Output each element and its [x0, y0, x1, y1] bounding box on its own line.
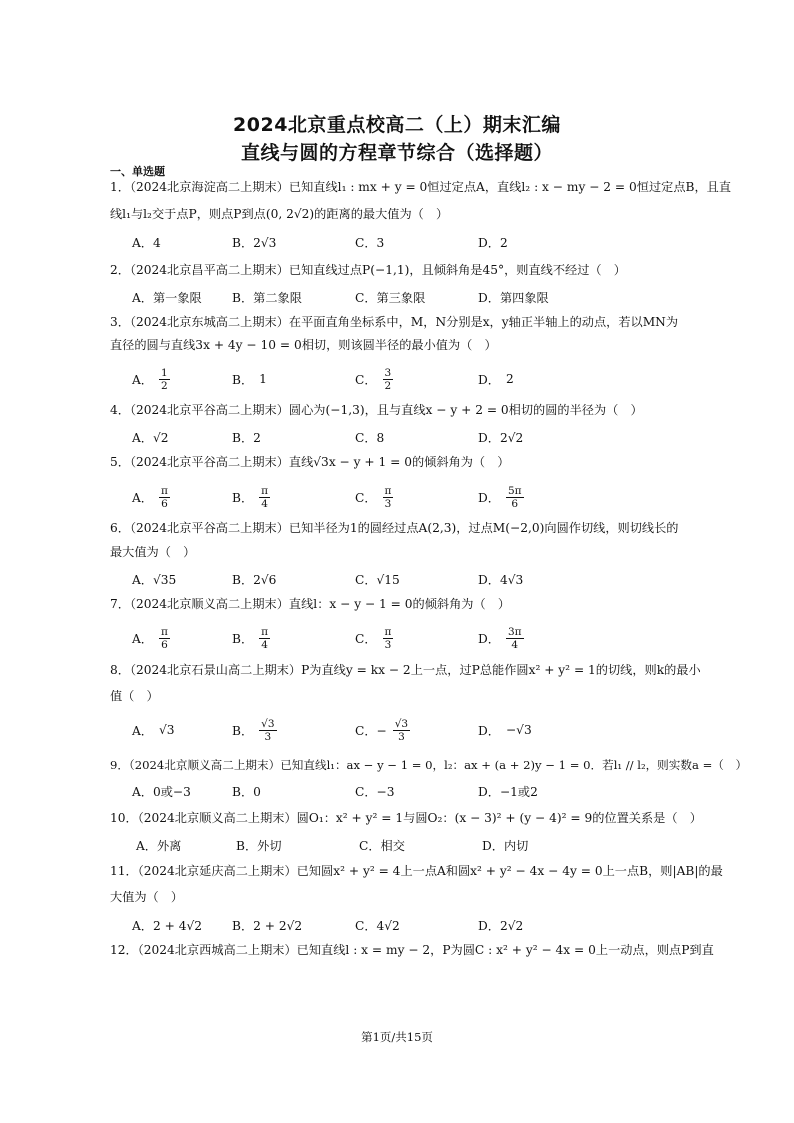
question-5-line-1: 5．（2024北京平谷高二上期末）直线√3x − y + 1 = 0的倾斜角为（ ） [110, 455, 510, 469]
fraction-denominator: 6 [161, 638, 168, 651]
question-6-line-2: 最大值为（ ） [110, 545, 196, 559]
option-label: C． [355, 631, 377, 646]
option-b: B．2√3 [232, 235, 277, 250]
question-2-options [132, 284, 692, 310]
fraction-numerator: π [384, 625, 392, 638]
fraction-denominator: 3 [384, 638, 392, 651]
page-number: 第1页/共15页 [361, 1030, 433, 1044]
question-3-line-1: 3．（2024北京东城高二上期末）在平面直角坐标系中，M，N分别是x，y轴正半轴上的动点，若以MN为 [110, 315, 679, 329]
question-10-line-1: 10．（2024北京顺义高二上期末）圆O₁：x² + y² = 1与圆O₂：(x − 3)² + (y − 4)² = 9的位置关系是（ ） [110, 811, 702, 825]
question-1-line-1: 1．（2024北京海淀高二上期末）已知直线l₁ : mx + y = 0恒过定点A，直线l₂ : x − my − 2 = 0恒过定点B，且直 [110, 180, 732, 194]
question-5-options [132, 484, 692, 510]
question-6-options [132, 566, 692, 592]
option-b: B．0 [232, 784, 261, 799]
option-d: D．2 [478, 235, 508, 250]
fraction [259, 626, 270, 651]
option-a: A．√2 [132, 430, 169, 445]
option-d: D．2√2 [478, 430, 524, 445]
option-b [232, 484, 270, 510]
fraction [159, 367, 170, 392]
fraction-denominator: 4 [511, 638, 519, 651]
option-label: B． [232, 723, 254, 738]
option-a: A．2 + 4√2 [132, 918, 202, 933]
option-label: B． [232, 372, 254, 387]
option-c: C．4√2 [355, 918, 400, 933]
option-a: A．4 [132, 235, 161, 250]
option-b [232, 366, 267, 392]
fraction-denominator: 3 [264, 730, 272, 743]
option-c [355, 717, 410, 743]
option-b: B．2 + 2√2 [232, 918, 303, 933]
fraction [383, 626, 394, 651]
fraction [159, 485, 170, 510]
question-10-options [132, 832, 692, 858]
question-1-line-2: 线l₁与l₂交于点P，则点P到点(0, 2√2)的距离的最大值为（ ） [110, 207, 449, 221]
option-value: √3 [159, 723, 175, 737]
fraction-denominator: 3 [398, 730, 405, 743]
option-label: D． [478, 490, 500, 505]
question-2-line-1: 2．（2024北京昌平高二上期末）已知直线过点P(−1,1)，且倾斜角是45°，则直线不经过（ ） [110, 263, 626, 277]
option-a: A．√35 [132, 572, 177, 587]
option-d [478, 625, 524, 651]
fraction-denominator: 4 [261, 638, 268, 651]
option-b [232, 625, 270, 651]
question-11-line-2: 大值为（ ） [110, 890, 184, 904]
fraction-numerator: √3 [261, 717, 275, 730]
option-c [355, 484, 393, 510]
option-label: B． [232, 631, 254, 646]
question-11-options [132, 912, 692, 938]
fraction-numerator: √3 [394, 717, 409, 730]
option-b [232, 717, 277, 743]
option-value: 2 [505, 372, 514, 386]
option-a: A．第一象限 [132, 290, 202, 305]
option-d: D．2√2 [478, 918, 524, 933]
fraction-denominator: 6 [511, 497, 519, 510]
fraction-numerator: π [261, 484, 269, 497]
option-c: C．√15 [355, 572, 400, 587]
option-c [355, 366, 393, 392]
fraction [393, 718, 410, 743]
question-1-options [132, 229, 692, 255]
question-6-line-1: 6．（2024北京平谷高二上期末）已知半径为1的圆经过点A(2,3)，过点M(−2,0)向圆作切线，则切线长的 [110, 521, 679, 535]
option-label: A． [132, 723, 153, 738]
question-9-options [132, 778, 692, 804]
fraction [259, 718, 276, 743]
option-label: B． [232, 490, 254, 505]
option-value: 1 [259, 372, 267, 386]
question-9-line-1: 9．（2024北京顺义高二上期末）已知直线l₁：ax − y − 1 = 0，l₂：ax + (a + 2)y − 1 = 0．若l₁ // l₂，则实数a =（ ） [110, 758, 748, 772]
option-d: D．内切 [482, 838, 529, 853]
document-title: 2024北京重点校高二（上）期末汇编 [233, 114, 561, 136]
option-d: D．4√3 [478, 572, 524, 587]
option-label: C．− [355, 723, 387, 738]
fraction-numerator: π [384, 484, 392, 497]
fraction-numerator: 5π [507, 484, 522, 497]
question-4-line-1: 4．（2024北京平谷高二上期末）圆心为(−1,3)，且与直线x − y + 2 = 0相切的圆的半径为（ ） [110, 403, 643, 417]
option-label: A． [132, 490, 153, 505]
option-label: C． [355, 490, 377, 505]
question-8-options [132, 717, 692, 743]
question-7-line-1: 7．（2024北京顺义高二上期末）直线l：x − y − 1 = 0的倾斜角为（ ） [110, 597, 511, 611]
option-label: D． [478, 723, 500, 738]
option-label: D． [478, 372, 500, 387]
option-label: A． [132, 372, 153, 387]
option-c: C．3 [355, 235, 385, 250]
option-value: −√3 [505, 723, 532, 737]
fraction-numerator: 3 [384, 366, 392, 379]
option-b: B．第二象限 [232, 290, 302, 305]
option-a [132, 484, 170, 510]
option-d [478, 717, 532, 743]
fraction-denominator: 3 [384, 497, 392, 510]
option-c: C．−3 [355, 784, 395, 799]
fraction-denominator: 4 [261, 497, 268, 510]
option-a [132, 717, 175, 743]
option-label: D． [478, 631, 500, 646]
fraction [159, 626, 170, 651]
fraction-numerator: π [261, 625, 269, 638]
option-a [132, 625, 170, 651]
fraction-numerator: π [161, 625, 168, 638]
option-label: A． [132, 631, 153, 646]
question-3-options [132, 366, 692, 392]
question-7-options [132, 625, 692, 651]
option-c: C．第三象限 [355, 290, 426, 305]
question-11-line-1: 11．（2024北京延庆高二上期末）已知圆x² + y² = 4上一点A和圆x² + y² − 4x − 4y = 0上一点B，则|AB|的最 [110, 864, 723, 878]
fraction [506, 485, 524, 510]
option-b: B．外切 [236, 838, 282, 853]
section-heading: 一、单选题 [110, 165, 165, 178]
fraction-denominator: 2 [161, 379, 168, 392]
fraction-denominator: 6 [161, 497, 168, 510]
option-c [355, 625, 393, 651]
question-8-line-2: 值（ ） [110, 689, 159, 703]
fraction [506, 626, 524, 651]
option-d [478, 484, 524, 510]
question-12-line-1: 12．（2024北京西城高二上期末）已知直线l : x = my − 2，P为圆C : x² + y² − 4x = 0上一动点，则点P到直 [110, 943, 714, 957]
option-a: A．外离 [136, 838, 182, 853]
fraction-numerator: π [161, 484, 168, 497]
fraction-numerator: 1 [161, 366, 168, 379]
option-label: C． [355, 372, 377, 387]
option-b: B．2√6 [232, 572, 277, 587]
question-4-options [132, 424, 692, 450]
option-a [132, 366, 170, 392]
fraction [383, 367, 394, 392]
option-c: C．相交 [359, 838, 405, 853]
option-c: C．8 [355, 430, 385, 445]
option-b: B．2 [232, 430, 261, 445]
option-d [478, 366, 514, 392]
option-d: D．−1或2 [478, 784, 538, 799]
fraction-denominator: 2 [384, 379, 392, 392]
option-a: A．0或−3 [132, 784, 191, 799]
question-3-line-2: 直径的圆与直线3x + 4y − 10 = 0相切，则该圆半径的最小值为（ ） [110, 338, 497, 352]
document-subtitle: 直线与圆的方程章节综合（选择题） [240, 142, 553, 164]
fraction [383, 485, 394, 510]
fraction-numerator: 3π [507, 625, 522, 638]
fraction [259, 485, 270, 510]
option-d: D．第四象限 [478, 290, 549, 305]
question-8-line-1: 8．（2024北京石景山高二上期末）P为直线y = kx − 2上一点，过P总能作圆x² + y² = 1的切线，则k的最小 [110, 663, 701, 677]
